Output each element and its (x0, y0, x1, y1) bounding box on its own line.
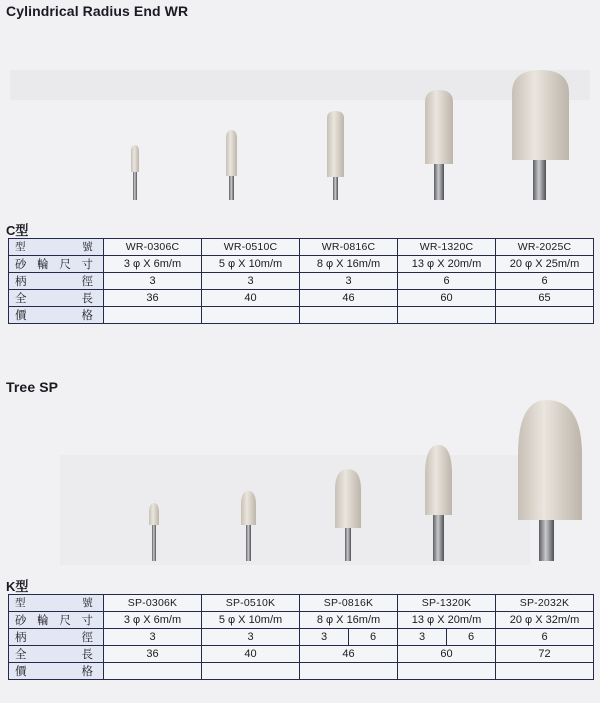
length-cell: 36 (104, 646, 202, 663)
shank-value: 6 (467, 631, 475, 643)
model-cell: WR-0306C (104, 239, 202, 256)
wheel-size-cell: 8 φ X 16m/m (300, 256, 398, 273)
wr-0510c-icon (226, 130, 237, 200)
sp-product-image (0, 395, 600, 565)
price-cell (202, 663, 300, 680)
length-cell: 46 (300, 646, 398, 663)
shank-cell: 6 (398, 273, 496, 290)
shank-cell: 6 (496, 273, 594, 290)
section-title: Cylindrical Radius End WR (6, 3, 189, 19)
wheel-size-cell: 3 φ X 6m/m (104, 256, 202, 273)
length-cell: 60 (398, 646, 496, 663)
wheel-size-cell: 3 φ X 6m/m (104, 612, 202, 629)
length-cell: 60 (398, 290, 496, 307)
shank-row (9, 273, 594, 290)
length-cell: 40 (202, 290, 300, 307)
row-label: 型 號 (9, 239, 104, 256)
shank-value: 6 (369, 631, 377, 643)
type-label: C型 (6, 223, 29, 238)
length-cell: 40 (202, 646, 300, 663)
row-label: 砂 輪 尺 寸 (9, 612, 104, 629)
sp-0510k-icon (241, 491, 256, 561)
shank-cell: 3 (202, 273, 300, 290)
sp-0816k-icon (335, 469, 361, 561)
price-row (9, 663, 594, 680)
shank-value: 3 (398, 629, 447, 645)
price-cell (496, 663, 594, 680)
shank-cell: 3 (300, 273, 398, 290)
shank-row (9, 629, 594, 646)
length-cell: 65 (496, 290, 594, 307)
row-label: 柄 徑 (9, 273, 104, 290)
price-cell (398, 307, 496, 324)
price-cell (496, 307, 594, 324)
model-cell: WR-0510C (202, 239, 300, 256)
row-label: 柄 徑 (9, 629, 104, 646)
wheel-size-cell: 13 φ X 20m/m (398, 612, 496, 629)
wr-0306c-icon (131, 145, 139, 200)
sp-0306k-icon (149, 503, 159, 561)
shank-cell: 6 (496, 629, 594, 646)
row-label: 砂 輪 尺 寸 (9, 256, 104, 273)
model-cell: SP-1320K (398, 595, 496, 612)
sp-1320k-icon (425, 445, 452, 561)
model-cell: SP-0510K (202, 595, 300, 612)
wr-1320c-icon (425, 90, 453, 200)
row-label: 全 長 (9, 646, 104, 663)
price-cell (300, 663, 398, 680)
length-row (9, 646, 594, 663)
price-cell (104, 663, 202, 680)
model-cell: WR-1320C (398, 239, 496, 256)
price-cell (300, 307, 398, 324)
spec-table-k (8, 594, 594, 680)
model-cell: WR-0816C (300, 239, 398, 256)
shank-cell: 3 (104, 629, 202, 646)
length-cell: 72 (496, 646, 594, 663)
wr-product-image (0, 70, 600, 205)
model-cell: SP-0306K (104, 595, 202, 612)
row-label: 型 號 (9, 595, 104, 612)
shank-value: 3 (300, 629, 349, 645)
length-cell: 36 (104, 290, 202, 307)
wr-2025c-icon (512, 70, 569, 200)
price-cell (202, 307, 300, 324)
shank-cell (300, 629, 398, 646)
row-label: 價 格 (9, 663, 104, 680)
wheel-size-cell: 13 φ X 20m/m (398, 256, 496, 273)
type-label: K型 (6, 579, 29, 594)
row-label: 全 長 (9, 290, 104, 307)
model-cell: SP-2032K (496, 595, 594, 612)
section-title: Tree SP (6, 379, 59, 395)
model-cell: WR-2025C (496, 239, 594, 256)
price-cell (398, 663, 496, 680)
wheel-size-cell: 8 φ X 16m/m (300, 612, 398, 629)
wheel-size-row (9, 256, 594, 273)
model-row (9, 595, 594, 612)
row-label: 價 格 (9, 307, 104, 324)
wheel-size-cell: 20 φ X 25m/m (496, 256, 594, 273)
sp-2032k-icon (518, 400, 582, 561)
price-row (9, 307, 594, 324)
wheel-size-cell: 20 φ X 32m/m (496, 612, 594, 629)
shank-cell (398, 629, 496, 646)
wheel-size-cell: 5 φ X 10m/m (202, 612, 300, 629)
length-cell: 46 (300, 290, 398, 307)
wheel-size-row (9, 612, 594, 629)
shank-cell: 3 (202, 629, 300, 646)
length-row (9, 290, 594, 307)
spec-table-c (8, 238, 594, 324)
model-row (9, 239, 594, 256)
shank-cell: 3 (104, 273, 202, 290)
wheel-size-cell: 5 φ X 10m/m (202, 256, 300, 273)
wr-0816c-icon (327, 111, 344, 200)
model-cell: SP-0816K (300, 595, 398, 612)
price-cell (104, 307, 202, 324)
